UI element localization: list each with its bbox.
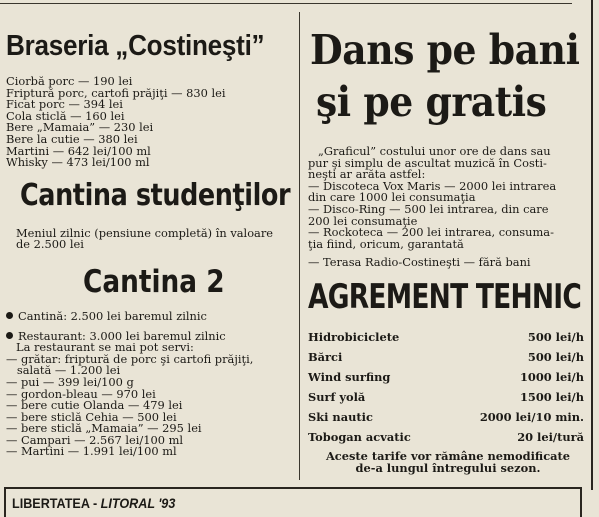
cantina-paragraph [6,225,278,252]
tariff-label: Wind surfing [308,369,391,384]
list-item: — bere sticlă Cehia — 500 lei [6,409,177,424]
list-item: — Martini — 1.991 lei/100 ml [6,444,177,459]
price-line: Martini — 642 lei/100 ml [6,143,151,158]
terasa-line: — Terasa Radio-Costineşti — fără bani [308,255,531,270]
braseria-heading: Braseria „Costineşti” [6,30,265,62]
table-row [308,427,588,447]
tariff-label: Ski nautic [308,409,373,424]
dans-heading-line1: Dans pe bani [310,26,580,74]
table-row [308,387,588,407]
paragraph-line: „Graficul” costului unor ore de dans sau [318,144,551,158]
title-separator: - [92,495,101,511]
list-item: — pui — 399 lei/100 g [6,374,134,389]
price-line: Friptură porc, cartofi prăjiţi — 830 lei [6,85,226,100]
table-row [308,327,588,347]
tariff-value: 500 lei/h [527,329,584,344]
paragraph-line: Meniul zilnic (pensiune completă) în valoare [16,225,274,240]
price-line: Ciorbă porc — 190 lei [6,74,133,88]
tariff-label: Hidrobiciclete [308,329,400,344]
list-item: — bere cutie Olanda — 479 lei [6,398,183,413]
tariff-label: Surf yolă [308,389,366,404]
note-line: Aceste tarife vor rămâne nemodificate [325,448,571,463]
cantina-heading: Cantina studenţilor [20,177,291,213]
list-item: salată — 1.200 lei [6,363,121,378]
paragraph-line: de 2.500 lei [16,237,84,252]
tariff-table [308,327,588,447]
tariff-value: 500 lei/h [527,349,584,364]
top-rule [0,3,572,4]
tariff-label: Bărci [308,349,343,364]
paragraph-line: — Discoteca Vox Maris — 2000 lei intrarea [308,178,557,193]
section-footer [4,487,582,517]
footer-title [12,495,175,511]
price-line: Ficat porc — 394 lei [6,97,123,112]
dans-paragraph [308,146,588,269]
table-row [308,407,588,427]
cantina2-bullets [6,308,294,459]
braseria-price-list [6,76,294,169]
list-item: — Campari — 2.567 lei/100 ml [6,432,184,447]
bullet-dot-icon [6,332,13,339]
agrement-heading: AGREMENT TEHNIC [308,276,582,317]
table-row [308,347,588,367]
column-divider [299,12,300,480]
bullet-dot-icon [6,312,13,319]
paragraph-line: — Rockoteca — 200 lei intrarea, consuma- [308,225,554,240]
price-line: Bere la cutie — 380 lei [6,131,138,146]
tariff-value: 1000 lei/h [519,369,584,384]
right-border [591,0,593,490]
cantina2-heading: Cantina 2 [83,263,225,300]
tariff-value: 2000 lei/10 min. [479,409,584,424]
paragraph-line: din care 1000 lei consumaţia [308,190,476,205]
section-name: LITORAL '93 [100,495,176,511]
list-item: — grătar: friptură de porc şi cartofi prăjiţi, [6,351,254,366]
restaurant-items [6,351,294,459]
list-item: — gordon-bleau — 970 lei [6,386,156,401]
newspaper-brand: LIBERTATEA [12,495,90,511]
price-line: Whisky — 473 lei/100 ml [6,155,150,170]
paragraph-line: ţia fiind, oricum, garantată [308,236,464,251]
bullet-text: Restaurant: 3.000 lei baremul zilnic [18,328,226,343]
tariff-note [308,448,588,475]
paragraph-line: — Disco-Ring — 500 lei intrarea, din care [308,201,549,216]
price-line: Cola sticlă — 160 lei [6,108,125,123]
tariff-label: Tobogan acvatic [308,429,411,444]
dans-heading-line2: şi pe gratis [316,78,547,126]
paragraph-line: 200 lei consumaţie [308,213,418,228]
paragraph-line: pur şi simplu de ascultat muzică în Costi- [308,155,547,170]
left-column [6,30,294,458]
list-item: — bere sticlă „Mamaia” — 295 lei [6,421,202,436]
restaurant-intro: La restaurant se mai pot servi: [16,340,194,355]
paragraph-line: neşti ar arăta astfel: [308,167,426,182]
note-line: de-a lungul întregului sezon. [355,460,541,475]
tariff-value: 20 lei/tură [517,429,584,444]
bullet-row [6,308,294,323]
table-row [308,367,588,387]
right-column [308,24,588,474]
bullet-text: Cantină: 2.500 lei baremul zilnic [18,308,207,323]
price-line: Bere „Mamaia” — 230 lei [6,120,154,135]
tariff-value: 1500 lei/h [519,389,584,404]
